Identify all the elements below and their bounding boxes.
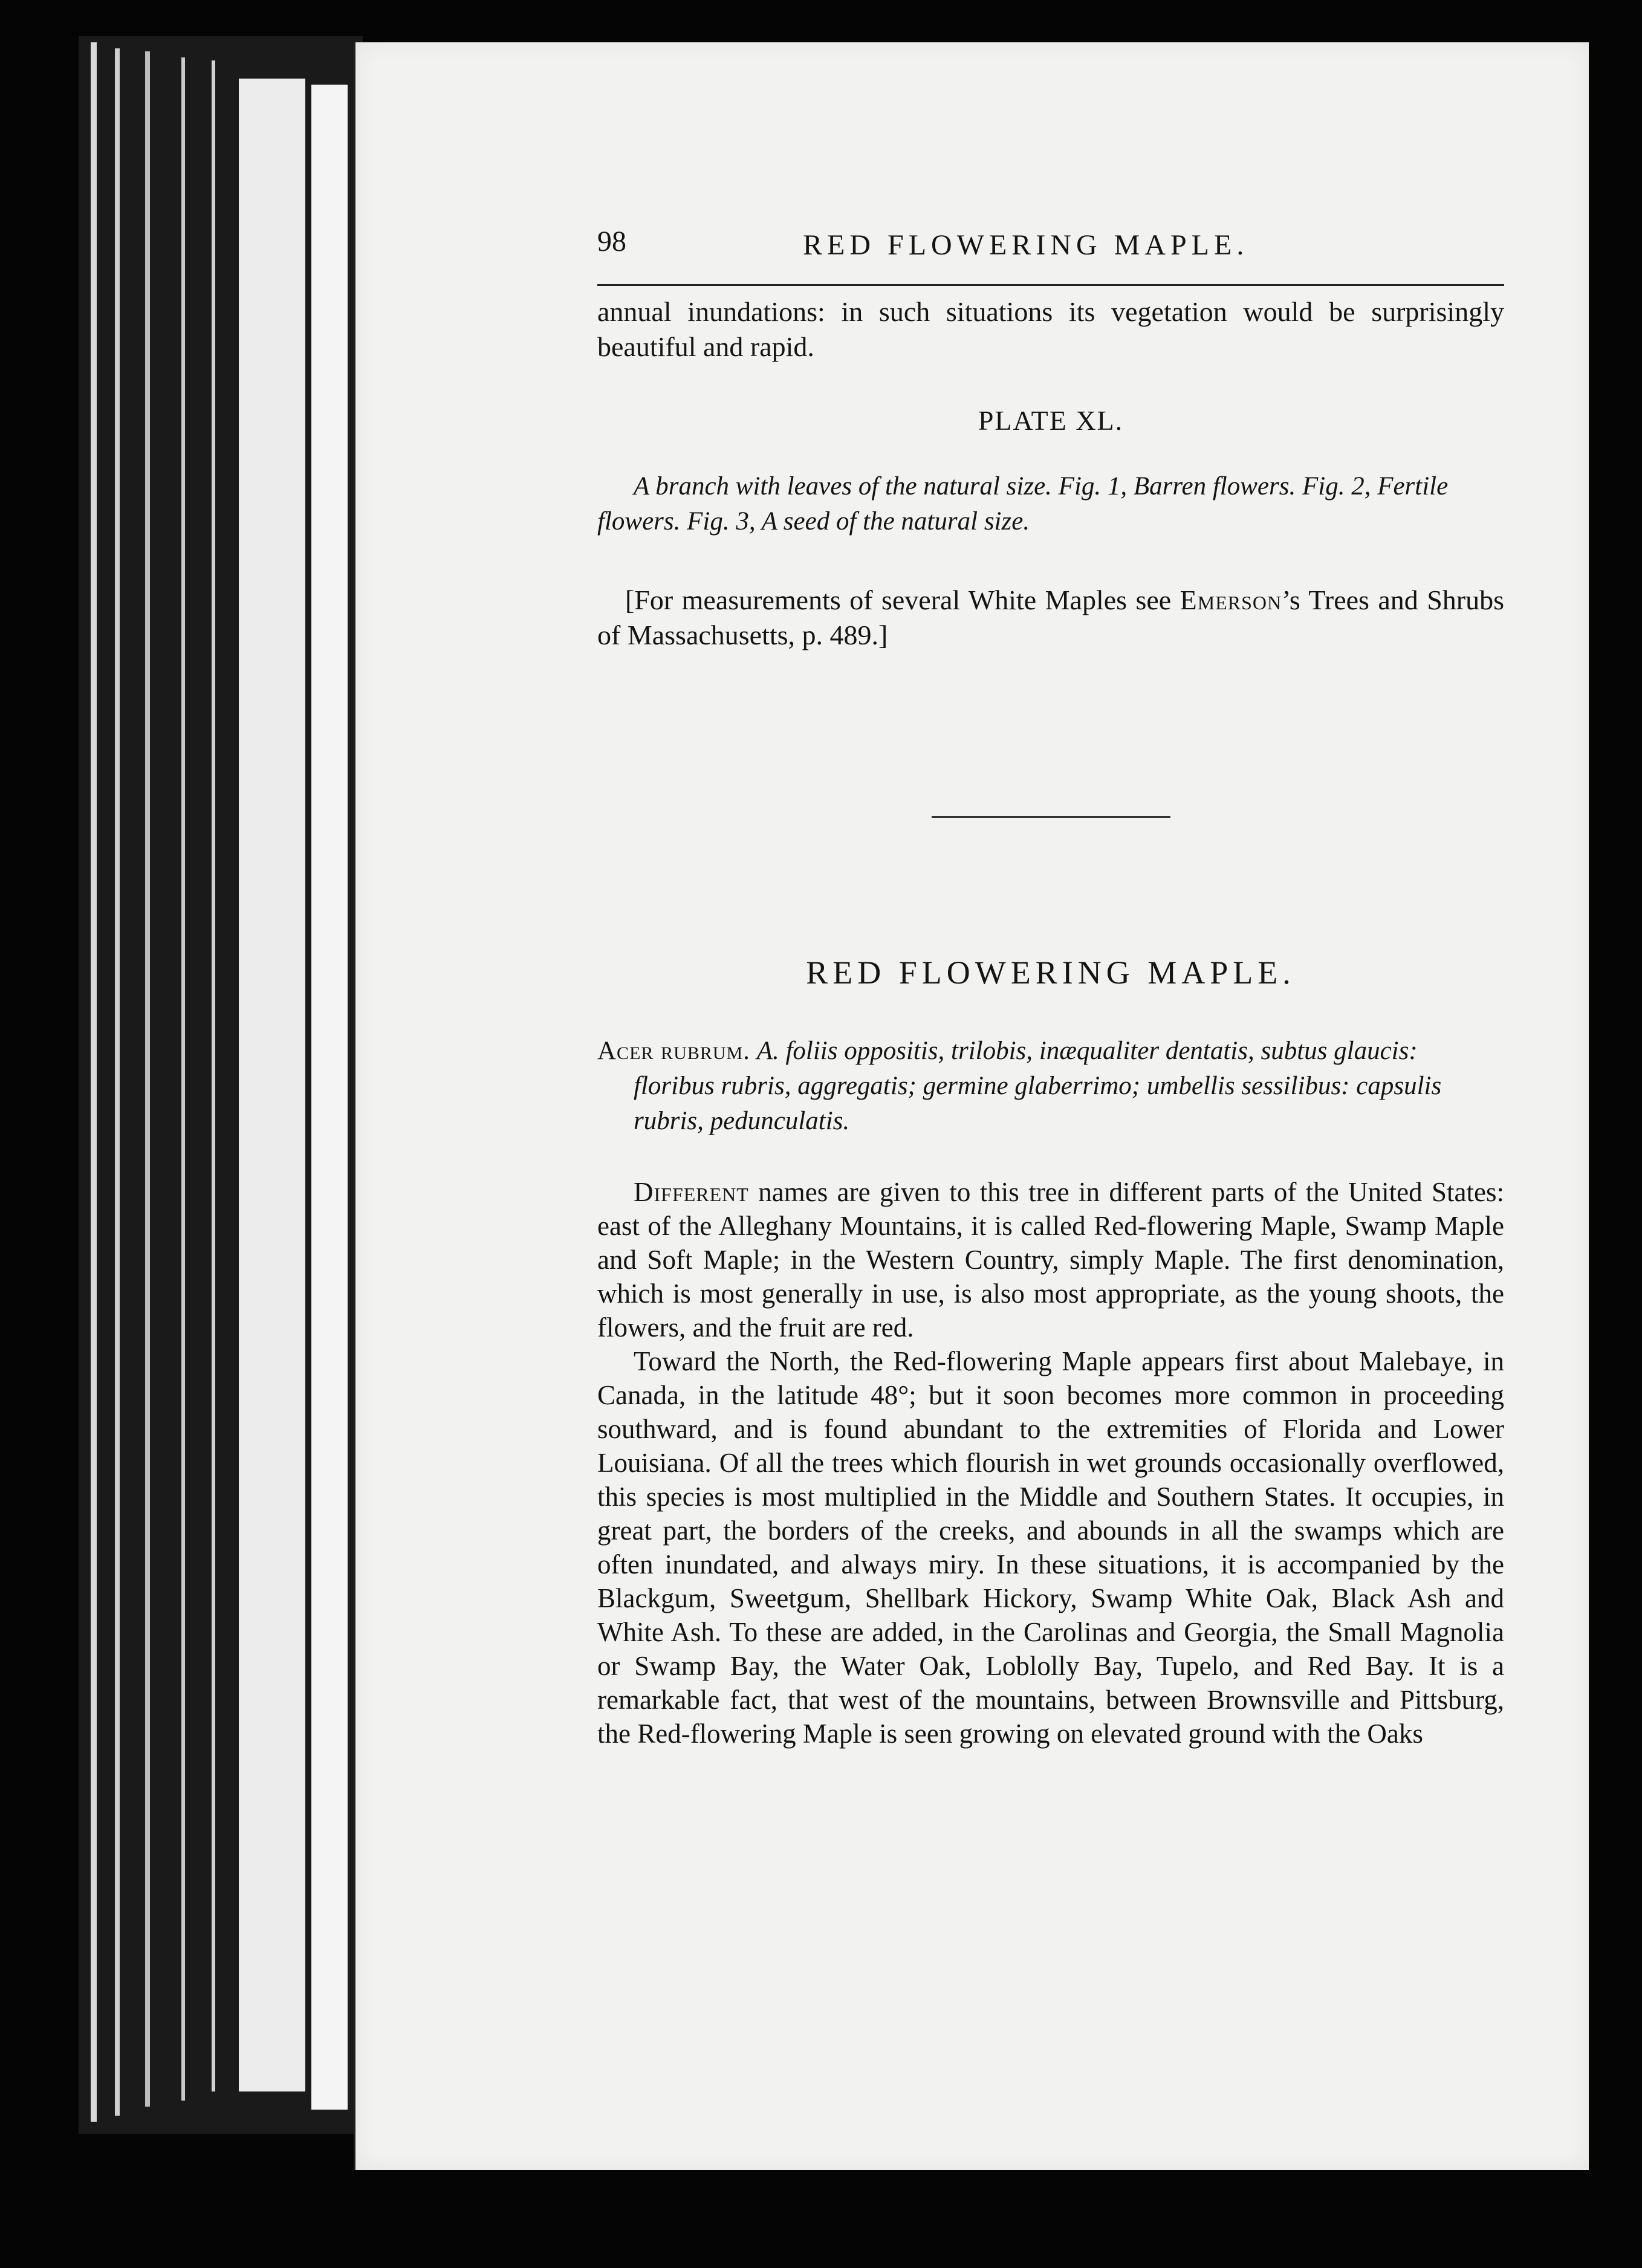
body-paragraph	[597, 1175, 1504, 1344]
page-text	[597, 218, 1504, 1751]
latin-description	[597, 1034, 1504, 1139]
note-text-before: [For measurements of several White Maples see	[625, 585, 1180, 615]
page-edge-strip	[212, 60, 215, 2091]
running-title: RED FLOWERING MAPLE.	[803, 229, 1249, 261]
paragraph-text: names are given to this tree in different parts of the United States: east of the Alleghany Mountains, it is called Red-flowering Maple, Swamp Maple and Soft Maple; in the Western Country, simply Maple. The first denomination, which is most generally in use, is also most appropriate, as the young shoots, the flowers, and the fruit are red.	[597, 1177, 1504, 1343]
plate-heading: PLATE XL.	[978, 405, 1124, 436]
plate-caption: A branch with leaves of the natural size. Fig. 1, Barren flowers. Fig. 2, Fertile flowers. Fig. 3, A seed of the natural size.	[597, 472, 1449, 536]
page-edge-strip	[91, 42, 97, 2122]
page-edge-strip	[181, 57, 185, 2101]
body-paragraph	[597, 1344, 1504, 1751]
page-edge-strip	[145, 51, 150, 2107]
paragraph-lead: Different	[634, 1177, 749, 1207]
page-edge-strip	[115, 48, 120, 2116]
measurements-note	[597, 583, 1504, 653]
section-title: RED FLOWERING MAPLE.	[806, 954, 1296, 991]
section-divider	[932, 816, 1170, 818]
latin-name: Acer rubrum.	[597, 1037, 750, 1065]
page-edge-strip	[239, 79, 305, 2091]
paragraph-text: Toward the North, the Red-flowering Maple appears first about Malebaye, in Canada, in the latitude 48°; but it soon becomes more common in proceeding southward, and is found abundant to the extremities of Florida and Lower Louisiana. Of all the trees which flourish in wet grounds occasionally overflowed, this species is most multiplied in the Middle and Southern States. It occupies, in great part, the borders of the creeks, and abounds in all the swamps which are often inundated, and always miry. In these situations, it is accompanied by the Blackgum, Sweetgum, Shellbark Hickory, Swamp White Oak, Black Ash and White Ash. To these are added, in the Carolinas and Georgia, the Small Magnolia or Swamp Bay, the Water Oak, Loblolly Bay, Tupelo, and Red Bay. It is a remarkable fact, that west of the mountains, between Brownsville and Pittsburg, the Red-flowering Maple is seen growing on elevated ground with the Oaks	[597, 1346, 1504, 1749]
page-edge-strip	[311, 85, 348, 2110]
latin-diagnosis: A. foliis oppositis, trilobis, inæqualiter dentatis, subtus glaucis: floribus rubris, aggregatis; germine glaberrimo; umbellis sessilibus: capsulis rubris, pedunculatis.	[634, 1037, 1442, 1135]
continuation-text: annual inundations: in such situations its vegetation would be surprisingly beautiful and rapid.	[597, 296, 1504, 362]
running-head	[597, 218, 1504, 286]
book-page	[354, 42, 1589, 2170]
note-author: Emerson	[1180, 585, 1282, 615]
note-text-after: ’s Trees and Shrubs of Massachusetts, p. 489.]	[597, 585, 1504, 650]
page-number: 98	[597, 225, 626, 258]
